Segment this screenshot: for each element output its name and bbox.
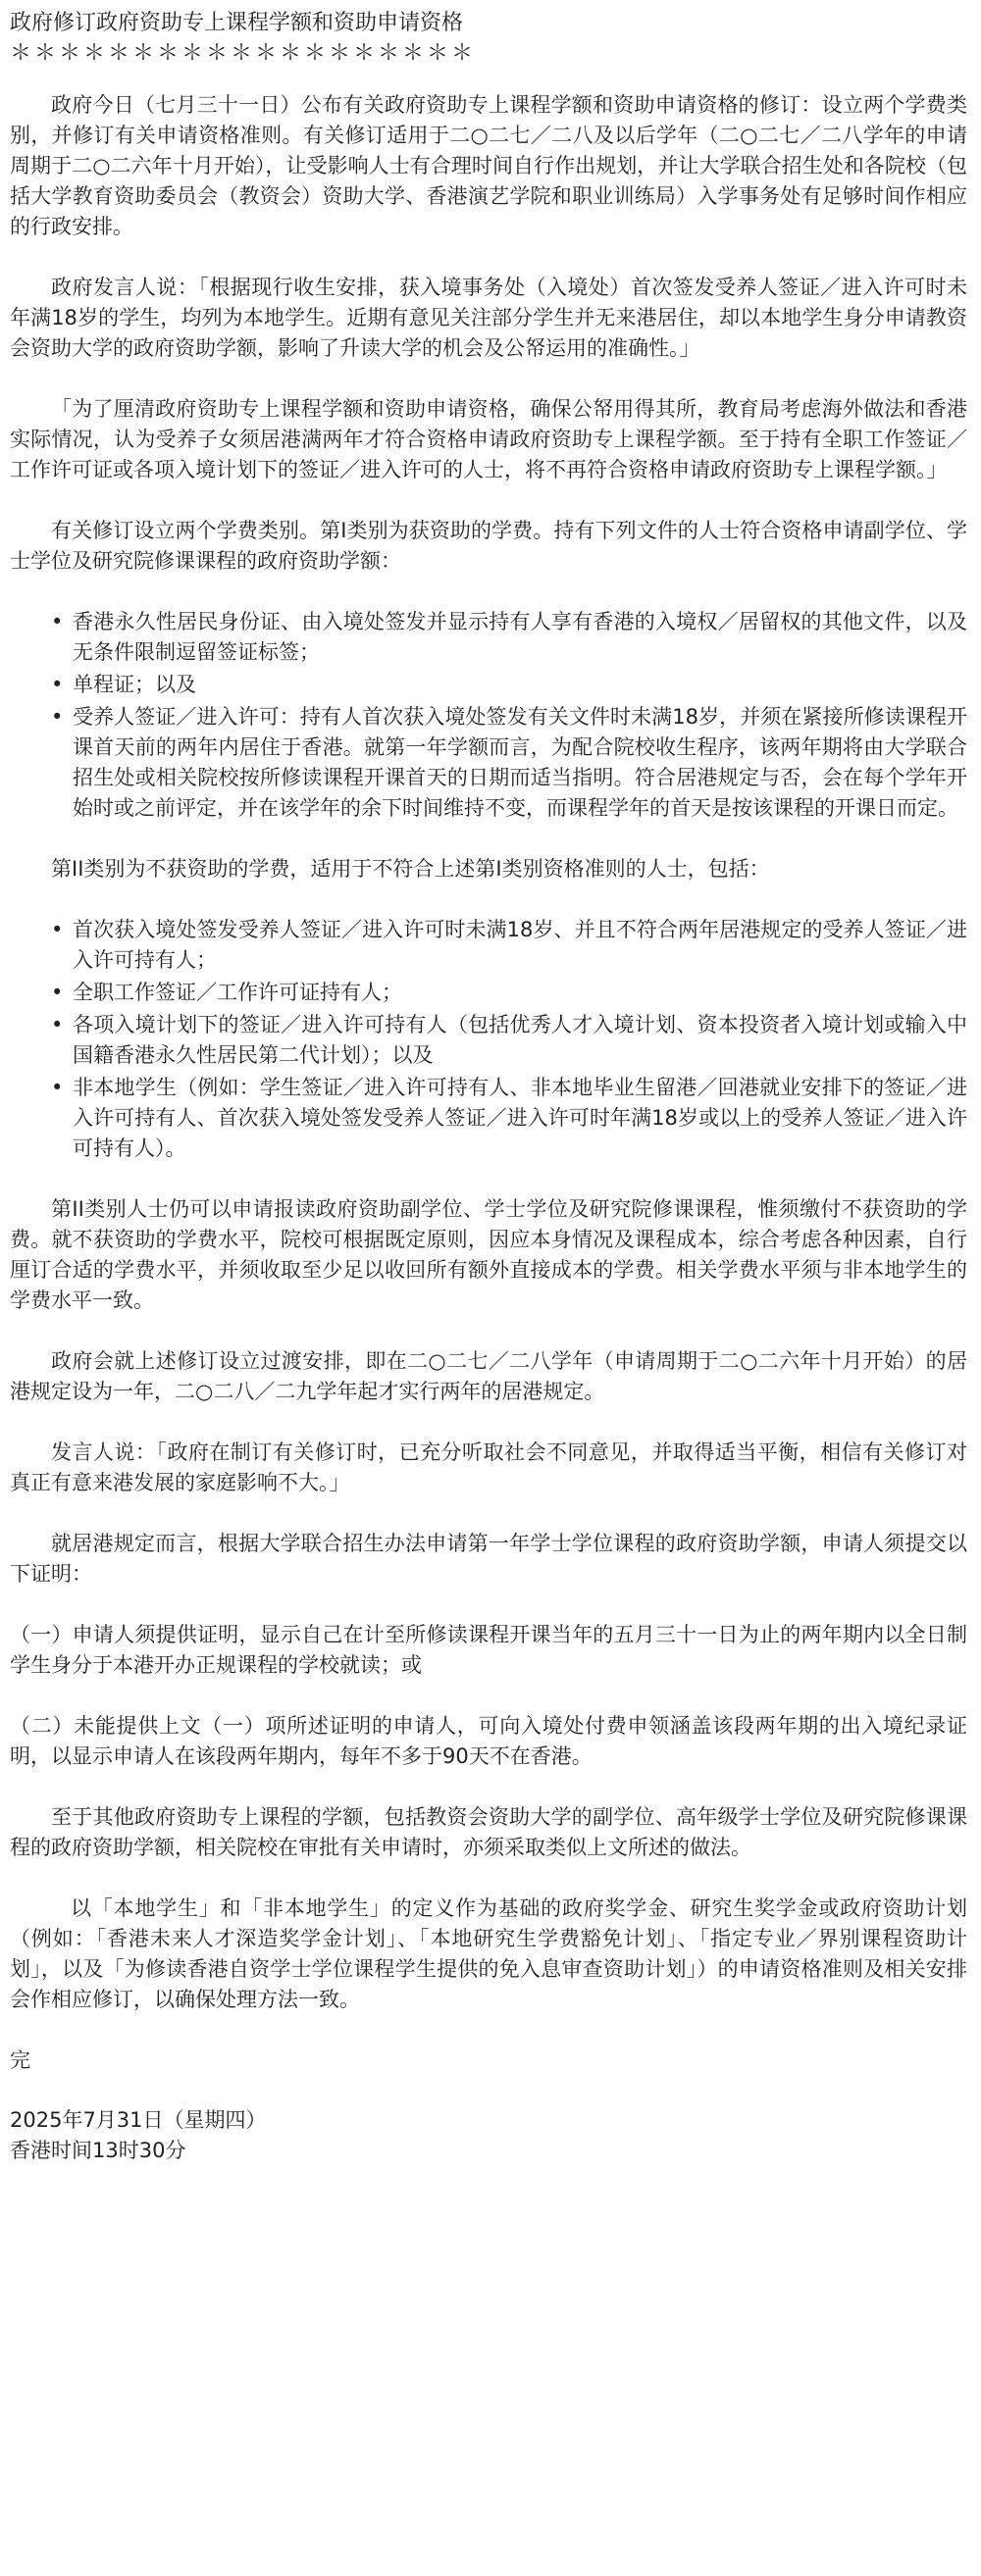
paragraph-residence-requirement: 就居港规定而言，根据大学联合招生办法申请第一年学士学位课程的政府资助学额，申请人须提交以下证明： bbox=[10, 1532, 967, 1586]
paragraph-spokesman-3: 发言人说：「政府在制订有关修订时，已充分听取社会不同意见，并取得适当平衡，相信有关修订对真正有意来港发展的家庭影响不大。」 bbox=[10, 1440, 967, 1494]
release-time: 香港时间13时30分 bbox=[10, 2139, 186, 2162]
list-item-text: 非本地学生（例如：学生签证／进入许可持有人、非本地毕业生留港／回港就业安排下的签证／进入许可持有人、首次获入境处签发受养人签证／进入许可时年满18岁或以上的受养人签证／进入许可持有人）。 bbox=[73, 1076, 967, 1160]
bullet-icon: • bbox=[51, 610, 64, 633]
paragraph-category-1: 有关修订设立两个学费类别。第I类别为获资助的学费。持有下列文件的人士符合资格申请副学位、学士学位及研究院修课课程的政府资助学额： bbox=[10, 519, 967, 573]
paragraph-spokesman-1: 政府发言人说：「根据现行收生安排，获入境事务处（入境处）首次签发受养人签证／进入许可时未年满18岁的学生，均列为本地学生。近期有意见关注部分学生并无来港居住，却以本地学生身分申请教资会资助大学的政府资助学额，影响了升读大学的机会及公帑运用的准确性。」 bbox=[10, 276, 967, 360]
page-title: 政府修订政府资助专上课程学额和资助申请资格 bbox=[10, 11, 464, 35]
list-item-text: 首次获入境处签发受养人签证／进入许可时未满18岁、并且不符合两年居港规定的受养人签证／进入许可持有人； bbox=[73, 918, 967, 972]
paragraph-category-2-fees: 第II类别人士仍可以申请报读政府资助副学位、学士学位及研究院修课课程，惟须缴付不获资助的学费。就不获资助的学费水平，院校可根据既定原则，因应本身情况及课程成本，综合考虑各种因素，自行厘订合适的学费水平，并须收取至少足以收回所有额外直接成本的学费。相关学费水平须与非本地学生的学费水平一致。 bbox=[10, 1197, 967, 1312]
release-date: 2025年7月31日（星期四） bbox=[10, 2108, 267, 2132]
paragraph-proof-1: （一）申请人须提供证明，显示自己在计至所修读课程开课当年的五月三十一日为止的两年期内以全日制学生身分于本港开办正规课程的学校就读；或 bbox=[10, 1623, 967, 1677]
paragraph-scholarships: 以「本地学生」和「非本地学生」的定义作为基础的政府奖学金、研究生奖学金或政府资助计划（例如：「香港未来人才深造奖学金计划」、「本地研究生学费豁免计划」、「指定专业／界别课程资助计划」，以及「为修读香港自资学士学位课程学生提供的免入息审查资助计划」）的申请资格准则及相关安排会作相应修订，以确保处理方法一致。 bbox=[10, 1896, 967, 2011]
title-divider: ＊＊＊＊＊＊＊＊＊＊＊＊＊＊＊＊＊＊＊ bbox=[10, 41, 477, 66]
category-1-list bbox=[10, 607, 967, 824]
paragraph-transition: 政府会就上述修订设立过渡安排，即在二○二七／二八学年（申请周期于二○二六年十月开始）的居港规定设为一年，二○二八／二九学年起才实行两年的居港规定。 bbox=[10, 1349, 967, 1403]
list-item-text: 香港永久性居民身份证、由入境处签发并显示持有人享有香港的入境权／居留权的其他文件，以及无条件限制逗留签证标签； bbox=[73, 610, 967, 664]
bullet-icon: • bbox=[51, 981, 64, 1004]
list-item bbox=[51, 702, 967, 824]
paragraph-other-programmes: 至于其他政府资助专上课程的学额，包括教资会资助大学的副学位、高年级学士学位及研究院修课课程的政府资助学额，相关院校在审批有关申请时，亦须采取类似上文所述的做法。 bbox=[10, 1805, 967, 1859]
paragraph-proof-2: （二）未能提供上文（一）项所述证明的申请人，可向入境处付费申领涵盖该段两年期的出入境纪录证明，以显示申请人在该段两年期内，每年不多于90天不在香港。 bbox=[10, 1714, 967, 1768]
list-item-text: 各项入境计划下的签证／进入许可持有人（包括优秀人才入境计划、资本投资者入境计划或输入中国籍香港永久性居民第二代计划）；以及 bbox=[73, 1013, 967, 1067]
list-item bbox=[51, 978, 967, 1008]
category-2-list bbox=[10, 915, 967, 1164]
bullet-icon: • bbox=[51, 1076, 64, 1099]
list-item-text: 单程证；以及 bbox=[73, 673, 196, 696]
list-item bbox=[51, 1010, 967, 1071]
list-item bbox=[51, 670, 967, 700]
paragraph-intro: 政府今日（七月三十一日）公布有关政府资助专上课程学额和资助申请资格的修订：设立两个学费类别，并修订有关申请资格准则。有关修订适用于二○二七／二八及以后学年（二○二七／二八学年的申请周期于二○二六年十月开始），让受影响人士有合理时间自行作出规划，并让大学联合招生处和各院校（包括大学教育资助委员会（教资会）资助大学、香港演艺学院和职业训练局）入学事务处有足够时间作相应的行政安排。 bbox=[10, 93, 967, 238]
bullet-icon: • bbox=[51, 918, 64, 941]
paragraph-category-2: 第II类别为不获资助的学费，适用于不符合上述第I类别资格准则的人士，包括： bbox=[51, 857, 770, 881]
list-item bbox=[51, 915, 967, 976]
list-item-text: 受养人签证／进入许可：持有人首次获入境处签发有关文件时未满18岁，并须在紧接所修读课程开课首天前的两年内居住于香港。就第一年学额而言，为配合院校收生程序，该两年期将由大学联合招生处或相关院校按所修读课程开课首天的日期而适当指明。符合居港规定与否，会在每个学年开始时或之前评定，并在该学年的余下时间维持不变，而课程学年的首天是按该课程的开课日而定。 bbox=[73, 705, 967, 820]
bullet-icon: • bbox=[51, 1013, 64, 1036]
list-item bbox=[51, 607, 967, 668]
paragraph-spokesman-2: 「为了厘清政府资助专上课程学额和资助申请资格，确保公帑用得其所，教育局考虑海外做法和香港实际情况，认为受养子女须居港满两年才符合资格申请政府资助专上课程学额。至于持有全职工作签证／工作许可证或各项入境计划下的签证／进入许可的人士，将不再符合资格申请政府资助专上课程学额。」 bbox=[10, 397, 967, 481]
list-item bbox=[51, 1073, 967, 1164]
bullet-icon: • bbox=[51, 705, 64, 729]
bullet-icon: • bbox=[51, 673, 64, 696]
end-mark: 完 bbox=[10, 2048, 30, 2072]
list-item-text: 全职工作签证／工作许可证持有人； bbox=[73, 981, 402, 1004]
